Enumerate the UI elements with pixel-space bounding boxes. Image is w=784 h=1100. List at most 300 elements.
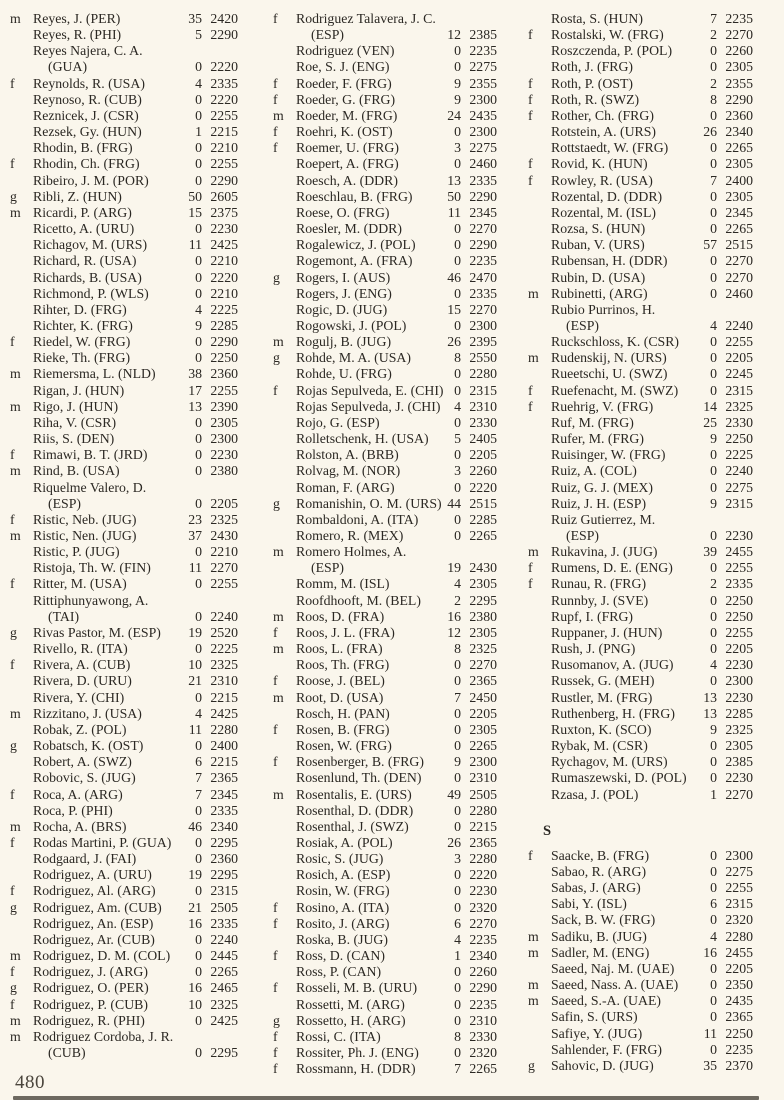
list-item bbox=[10, 334, 238, 350]
games-count: 0 bbox=[710, 608, 717, 624]
list-item bbox=[528, 59, 753, 75]
rating-value: 2405 bbox=[469, 431, 497, 447]
rating-value: 2255 bbox=[210, 107, 238, 123]
player-name: Rusomanov, A. (JUG) bbox=[551, 657, 674, 673]
rating-value: 2260 bbox=[725, 43, 753, 59]
player-name: Roesch, A. (DDR) bbox=[296, 172, 398, 188]
player-name: Rustler, M. (FRG) bbox=[551, 689, 653, 705]
rating-value: 2425 bbox=[210, 1012, 238, 1028]
title-letter: f bbox=[10, 786, 15, 802]
games-count: 0 bbox=[710, 770, 717, 786]
rating-value: 2330 bbox=[725, 414, 753, 430]
games-count: 0 bbox=[454, 511, 461, 527]
games-count: 3 bbox=[454, 463, 461, 479]
player-name: Richagov, M. (URS) bbox=[33, 237, 148, 253]
title-letter: f bbox=[528, 847, 533, 863]
list-item bbox=[10, 156, 238, 172]
games-count: 0 bbox=[195, 948, 202, 964]
list-item bbox=[528, 787, 753, 803]
rating-value: 2255 bbox=[210, 156, 238, 172]
title-letter: f bbox=[273, 140, 278, 156]
list-item bbox=[273, 625, 497, 641]
games-count: 0 bbox=[195, 334, 202, 350]
games-count: 0 bbox=[710, 847, 717, 863]
list-item bbox=[528, 124, 753, 140]
player-name: Rivera, Y. (CHI) bbox=[33, 689, 125, 705]
title-letter: f bbox=[10, 657, 15, 673]
rating-value: 2505 bbox=[469, 786, 497, 802]
player-name: Roe, S. J. (ENG) bbox=[296, 59, 390, 75]
rating-value: 2515 bbox=[725, 237, 753, 253]
rating-value: 2280 bbox=[725, 928, 753, 944]
games-count: 0 bbox=[454, 1045, 461, 1060]
games-count: 11 bbox=[188, 560, 202, 576]
list-item bbox=[10, 173, 238, 189]
games-count: 0 bbox=[710, 1009, 717, 1025]
title-letter: m bbox=[273, 689, 284, 705]
games-count: 46 bbox=[447, 269, 461, 285]
rating-value: 2265 bbox=[469, 738, 497, 754]
rating-value: 2300 bbox=[725, 673, 753, 689]
rating-value: 2340 bbox=[210, 818, 238, 834]
games-count: 11 bbox=[703, 1025, 717, 1041]
list-item bbox=[528, 864, 753, 880]
list-item bbox=[528, 690, 753, 706]
rating-value: 2205 bbox=[469, 447, 497, 463]
list-item bbox=[10, 770, 238, 786]
games-count: 0 bbox=[710, 738, 717, 754]
rating-value: 2220 bbox=[210, 269, 238, 285]
list-item bbox=[10, 92, 238, 108]
list-item bbox=[528, 480, 753, 496]
rating-value: 2515 bbox=[469, 495, 497, 511]
player-name: Rosentalis, E. (URS) bbox=[296, 786, 412, 802]
title-letter: f bbox=[273, 754, 278, 770]
rating-value: 2230 bbox=[725, 657, 753, 673]
rating-value: 2300 bbox=[469, 317, 497, 333]
rating-value: 2360 bbox=[210, 851, 238, 867]
player-name: Rother, Ch. (FRG) bbox=[551, 107, 654, 123]
title-letter: f bbox=[273, 1061, 278, 1077]
player-name: Saeed, Naj. M. (UAE) bbox=[551, 960, 675, 976]
list-item bbox=[10, 980, 238, 996]
games-count: 19 bbox=[188, 624, 202, 640]
games-count: 11 bbox=[188, 721, 202, 737]
rating-value: 2235 bbox=[469, 253, 497, 269]
title-letter: m bbox=[528, 993, 539, 1009]
rating-value: 2290 bbox=[469, 188, 497, 204]
rating-value: 2250 bbox=[725, 592, 753, 608]
list-item bbox=[528, 593, 753, 609]
player-name: Ruxton, K. (SCO) bbox=[551, 721, 652, 737]
list-item bbox=[10, 366, 238, 382]
rating-value: 2305 bbox=[210, 414, 238, 430]
player-name: Rogemont, A. (FRA) bbox=[296, 253, 413, 269]
player-name: Roth, P. (OST) bbox=[551, 75, 634, 91]
list-item bbox=[273, 189, 497, 205]
list-item bbox=[528, 237, 753, 253]
games-count: 35 bbox=[188, 11, 202, 26]
list-item bbox=[273, 948, 497, 964]
list-item bbox=[528, 156, 753, 172]
rating-value: 2260 bbox=[469, 964, 497, 980]
player-name: Roth, R. (SWZ) bbox=[551, 91, 640, 107]
games-count: 2 bbox=[710, 576, 717, 592]
rating-value: 2290 bbox=[210, 334, 238, 350]
player-name: Rind, B. (USA) bbox=[33, 463, 120, 479]
player-name: Roose, J. (BEL) bbox=[296, 673, 385, 689]
player-name: Rihter, D. (FRG) bbox=[33, 301, 127, 317]
list-item bbox=[10, 673, 238, 689]
list-item bbox=[273, 980, 497, 996]
title-letter: f bbox=[10, 576, 15, 592]
rating-value: 2345 bbox=[469, 204, 497, 220]
player-name-continuation: (ESP) bbox=[566, 317, 599, 333]
title-letter: g bbox=[273, 350, 280, 366]
player-name: Safiye, Y. (JUG) bbox=[551, 1025, 643, 1041]
rating-value: 2390 bbox=[210, 398, 238, 414]
player-name: Roeschlau, B. (FRG) bbox=[296, 188, 413, 204]
games-count: 4 bbox=[195, 301, 202, 317]
player-name: Riedel, W. (FRG) bbox=[33, 334, 131, 350]
player-name: Reznicek, J. (CSR) bbox=[33, 107, 139, 123]
games-count: 6 bbox=[195, 754, 202, 770]
games-count: 16 bbox=[447, 608, 461, 624]
list-item bbox=[528, 334, 753, 350]
list-item-continuation bbox=[528, 318, 753, 334]
title-letter: m bbox=[528, 944, 539, 960]
games-count: 0 bbox=[710, 673, 717, 689]
player-name: Rozental, M. (ISL) bbox=[551, 204, 656, 220]
games-count: 0 bbox=[195, 269, 202, 285]
list-item bbox=[10, 1013, 238, 1029]
rating-value: 2300 bbox=[469, 124, 497, 140]
player-name: Rodas Martini, P. (GUA) bbox=[33, 834, 172, 850]
player-name: Rivello, R. (ITA) bbox=[33, 641, 128, 657]
rating-value: 2305 bbox=[469, 576, 497, 592]
list-item bbox=[528, 929, 753, 945]
player-name: Rosta, S. (HUN) bbox=[551, 11, 643, 26]
title-letter: f bbox=[273, 11, 278, 26]
games-count: 0 bbox=[710, 366, 717, 382]
games-count: 0 bbox=[195, 802, 202, 818]
player-name: Rogulj, B. (JUG) bbox=[296, 334, 392, 350]
list-item bbox=[273, 205, 497, 221]
rating-value: 2315 bbox=[725, 896, 753, 912]
player-name: Rogers, I. (AUS) bbox=[296, 269, 391, 285]
player-name: Roszczenda, P. (POL) bbox=[551, 43, 673, 59]
rating-value: 2235 bbox=[469, 931, 497, 947]
player-name-continuation: (TAI) bbox=[48, 608, 80, 624]
rating-value: 2355 bbox=[469, 75, 497, 91]
rating-value: 2305 bbox=[725, 188, 753, 204]
list-item bbox=[273, 964, 497, 980]
games-count: 0 bbox=[454, 980, 461, 996]
games-count: 0 bbox=[195, 285, 202, 301]
player-name: Rowley, R. (USA) bbox=[551, 172, 653, 188]
list-item-continuation bbox=[10, 496, 238, 512]
list-item bbox=[10, 350, 238, 366]
games-count: 0 bbox=[195, 447, 202, 463]
player-name: Rimawi, B. T. (JRD) bbox=[33, 447, 148, 463]
games-count: 0 bbox=[710, 560, 717, 576]
player-name: Rosic, S. (JUG) bbox=[296, 851, 384, 867]
list-item bbox=[273, 997, 497, 1013]
title-letter: f bbox=[273, 624, 278, 640]
list-item bbox=[273, 770, 497, 786]
list-item bbox=[528, 977, 753, 993]
title-letter: m bbox=[273, 786, 284, 802]
rating-value: 2250 bbox=[725, 608, 753, 624]
player-name: Robovic, S. (JUG) bbox=[33, 770, 136, 786]
player-name: Rodriguez, A. (URU) bbox=[33, 867, 152, 883]
rating-value: 2420 bbox=[210, 11, 238, 26]
player-name: Rodriguez, D. M. (COL) bbox=[33, 948, 171, 964]
list-item bbox=[10, 657, 238, 673]
games-count: 1 bbox=[454, 948, 461, 964]
rating-value: 2450 bbox=[469, 689, 497, 705]
player-name: Roehri, K. (OST) bbox=[296, 124, 393, 140]
player-name: Rosenberger, B. (FRG) bbox=[296, 754, 424, 770]
games-count: 0 bbox=[195, 91, 202, 107]
games-count: 12 bbox=[447, 27, 461, 43]
player-name-continuation: (ESP) bbox=[311, 560, 344, 576]
rating-value: 2380 bbox=[469, 608, 497, 624]
rating-value: 2335 bbox=[210, 915, 238, 931]
games-count: 10 bbox=[188, 657, 202, 673]
player-name: Rodriguez Cordoba, J. R. bbox=[33, 1028, 174, 1044]
games-count: 0 bbox=[195, 1045, 202, 1060]
rating-value: 2205 bbox=[210, 495, 238, 511]
player-name: Rufer, M. (FRG) bbox=[551, 431, 644, 447]
list-item bbox=[273, 690, 497, 706]
player-name: Rodriguez (VEN) bbox=[296, 43, 395, 59]
list-item bbox=[273, 59, 497, 75]
list-item bbox=[528, 286, 753, 302]
games-count: 0 bbox=[195, 851, 202, 867]
list-item bbox=[528, 576, 753, 592]
player-name-continuation: (CUB) bbox=[48, 1045, 86, 1060]
title-letter: f bbox=[273, 1028, 278, 1044]
rating-value: 2520 bbox=[210, 624, 238, 640]
list-item bbox=[528, 880, 753, 896]
list-item bbox=[10, 722, 238, 738]
player-name: Reynoso, R. (CUB) bbox=[33, 91, 142, 107]
title-letter: f bbox=[528, 382, 533, 398]
player-name: Richmond, P. (WLS) bbox=[33, 285, 149, 301]
list-item bbox=[273, 302, 497, 318]
player-name: Roese, O. (FRG) bbox=[296, 204, 390, 220]
player-name: Ricetto, A. (URU) bbox=[33, 221, 135, 237]
rating-value: 2220 bbox=[469, 479, 497, 495]
games-count: 9 bbox=[710, 495, 717, 511]
games-count: 0 bbox=[710, 993, 717, 1009]
rating-value: 2265 bbox=[469, 1061, 497, 1077]
rating-value: 2425 bbox=[210, 705, 238, 721]
title-letter: m bbox=[10, 705, 21, 721]
rating-value: 2285 bbox=[469, 511, 497, 527]
games-count: 0 bbox=[195, 576, 202, 592]
rating-value: 2290 bbox=[210, 172, 238, 188]
section-header: S bbox=[543, 822, 552, 839]
title-letter: f bbox=[10, 964, 15, 980]
rating-value: 2315 bbox=[725, 495, 753, 511]
player-name: Rodriguez, P. (CUB) bbox=[33, 996, 148, 1012]
list-item bbox=[10, 302, 238, 318]
games-count: 13 bbox=[188, 398, 202, 414]
title-letter: f bbox=[10, 447, 15, 463]
player-name: Riemersma, L. (NLD) bbox=[33, 366, 156, 382]
player-name: Roeder, M. (FRG) bbox=[296, 107, 398, 123]
games-count: 0 bbox=[710, 334, 717, 350]
list-item bbox=[10, 124, 238, 140]
games-count: 7 bbox=[195, 770, 202, 786]
player-name: Rogalewicz, J. (POL) bbox=[296, 237, 416, 253]
games-count: 0 bbox=[195, 431, 202, 447]
games-count: 2 bbox=[710, 75, 717, 91]
player-name: Ruiz Gutierrez, M. bbox=[551, 511, 656, 527]
title-letter: f bbox=[10, 996, 15, 1012]
list-item bbox=[10, 253, 238, 269]
list-item bbox=[10, 528, 238, 544]
rating-value: 2220 bbox=[210, 91, 238, 107]
list-item bbox=[10, 625, 238, 641]
player-name: Rosenthal, D. (DDR) bbox=[296, 802, 414, 818]
list-item bbox=[528, 1009, 753, 1025]
games-count: 8 bbox=[454, 1028, 461, 1044]
rating-value: 2290 bbox=[725, 91, 753, 107]
rating-value: 2290 bbox=[469, 237, 497, 253]
games-count: 9 bbox=[710, 721, 717, 737]
player-name: Rupf, I. (FRG) bbox=[551, 608, 634, 624]
list-item bbox=[10, 900, 238, 916]
player-name: Ruban, V. (URS) bbox=[551, 237, 645, 253]
rating-value: 2240 bbox=[725, 463, 753, 479]
column-1 bbox=[10, 11, 238, 1061]
rating-value: 2255 bbox=[725, 880, 753, 896]
list-item bbox=[273, 641, 497, 657]
list-item bbox=[10, 787, 238, 803]
rating-value: 2275 bbox=[469, 59, 497, 75]
player-name: Rodriguez, Al. (ARG) bbox=[33, 883, 156, 899]
title-letter: f bbox=[273, 915, 278, 931]
rating-value: 2255 bbox=[725, 560, 753, 576]
games-count: 0 bbox=[710, 479, 717, 495]
list-item bbox=[528, 253, 753, 269]
list-item bbox=[10, 1029, 238, 1045]
games-count: 0 bbox=[454, 899, 461, 915]
player-name: Rigan, J. (HUN) bbox=[33, 382, 125, 398]
player-name: Roska, B. (JUG) bbox=[296, 931, 388, 947]
rating-value: 2255 bbox=[210, 576, 238, 592]
rating-value: 2205 bbox=[725, 641, 753, 657]
rating-value: 2365 bbox=[469, 673, 497, 689]
player-name: Rossetto, H. (ARG) bbox=[296, 1012, 406, 1028]
player-name: Rohde, M. A. (USA) bbox=[296, 350, 411, 366]
list-item bbox=[273, 496, 497, 512]
list-item bbox=[10, 11, 238, 27]
title-letter: m bbox=[528, 350, 539, 366]
list-item bbox=[273, 140, 497, 156]
rating-value: 2460 bbox=[469, 156, 497, 172]
list-item bbox=[10, 43, 238, 59]
title-letter: m bbox=[273, 334, 284, 350]
games-count: 9 bbox=[454, 91, 461, 107]
games-count: 4 bbox=[454, 576, 461, 592]
games-count: 0 bbox=[454, 1012, 461, 1028]
rating-value: 2380 bbox=[210, 463, 238, 479]
player-name: Rojo, G. (ESP) bbox=[296, 414, 380, 430]
rating-value: 2325 bbox=[210, 996, 238, 1012]
games-count: 4 bbox=[710, 657, 717, 673]
player-name: Rumens, D. E. (ENG) bbox=[551, 560, 673, 576]
games-count: 0 bbox=[454, 964, 461, 980]
player-name: Rizzitano, J. (USA) bbox=[33, 705, 142, 721]
player-name: Ribeiro, J. M. (POR) bbox=[33, 172, 149, 188]
rating-value: 2300 bbox=[210, 431, 238, 447]
player-name: Rueetschi, U. (SWZ) bbox=[551, 366, 668, 382]
player-name: Rittiphunyawong, A. bbox=[33, 592, 149, 608]
list-item bbox=[273, 544, 497, 560]
games-count: 0 bbox=[710, 107, 717, 123]
player-name: Riis, S. (DEN) bbox=[33, 431, 115, 447]
rating-value: 2210 bbox=[210, 285, 238, 301]
list-item bbox=[528, 205, 753, 221]
list-item bbox=[528, 463, 753, 479]
list-item bbox=[10, 544, 238, 560]
games-count: 0 bbox=[195, 140, 202, 156]
rating-value: 2210 bbox=[210, 253, 238, 269]
player-name: Saeed, Nass. A. (UAE) bbox=[551, 977, 679, 993]
rating-value: 2430 bbox=[469, 560, 497, 576]
player-name: Ristoja, Th. W. (FIN) bbox=[33, 560, 151, 576]
rating-value: 2270 bbox=[469, 221, 497, 237]
rating-value: 2255 bbox=[210, 382, 238, 398]
player-name: Rombaldoni, A. (ITA) bbox=[296, 511, 419, 527]
rating-value: 2240 bbox=[210, 931, 238, 947]
title-letter: f bbox=[528, 172, 533, 188]
games-count: 0 bbox=[454, 721, 461, 737]
games-count: 0 bbox=[454, 43, 461, 59]
games-count: 4 bbox=[710, 317, 717, 333]
list-item bbox=[10, 883, 238, 899]
list-item bbox=[10, 286, 238, 302]
list-item bbox=[528, 496, 753, 512]
rating-value: 2400 bbox=[210, 738, 238, 754]
player-name: Rhodin, Ch. (FRG) bbox=[33, 156, 140, 172]
player-name: Russek, G. (MEH) bbox=[551, 673, 655, 689]
list-item bbox=[10, 706, 238, 722]
games-count: 1 bbox=[195, 124, 202, 140]
rating-value: 2290 bbox=[469, 980, 497, 996]
list-item bbox=[273, 609, 497, 625]
list-item bbox=[273, 108, 497, 124]
player-name: Rychagov, M. (URS) bbox=[551, 754, 668, 770]
rating-value: 2325 bbox=[469, 641, 497, 657]
games-count: 0 bbox=[710, 880, 717, 896]
player-name: Ruthenberg, H. (FRG) bbox=[551, 705, 675, 721]
rating-value: 2315 bbox=[725, 382, 753, 398]
player-name: Rozental, D. (DDR) bbox=[551, 188, 663, 204]
rating-value: 2355 bbox=[725, 75, 753, 91]
list-item bbox=[10, 803, 238, 819]
rating-value: 2215 bbox=[210, 754, 238, 770]
list-item bbox=[528, 706, 753, 722]
player-name: Rubin, D. (USA) bbox=[551, 269, 646, 285]
games-count: 2 bbox=[710, 27, 717, 43]
rating-value: 2265 bbox=[725, 221, 753, 237]
games-count: 0 bbox=[195, 931, 202, 947]
